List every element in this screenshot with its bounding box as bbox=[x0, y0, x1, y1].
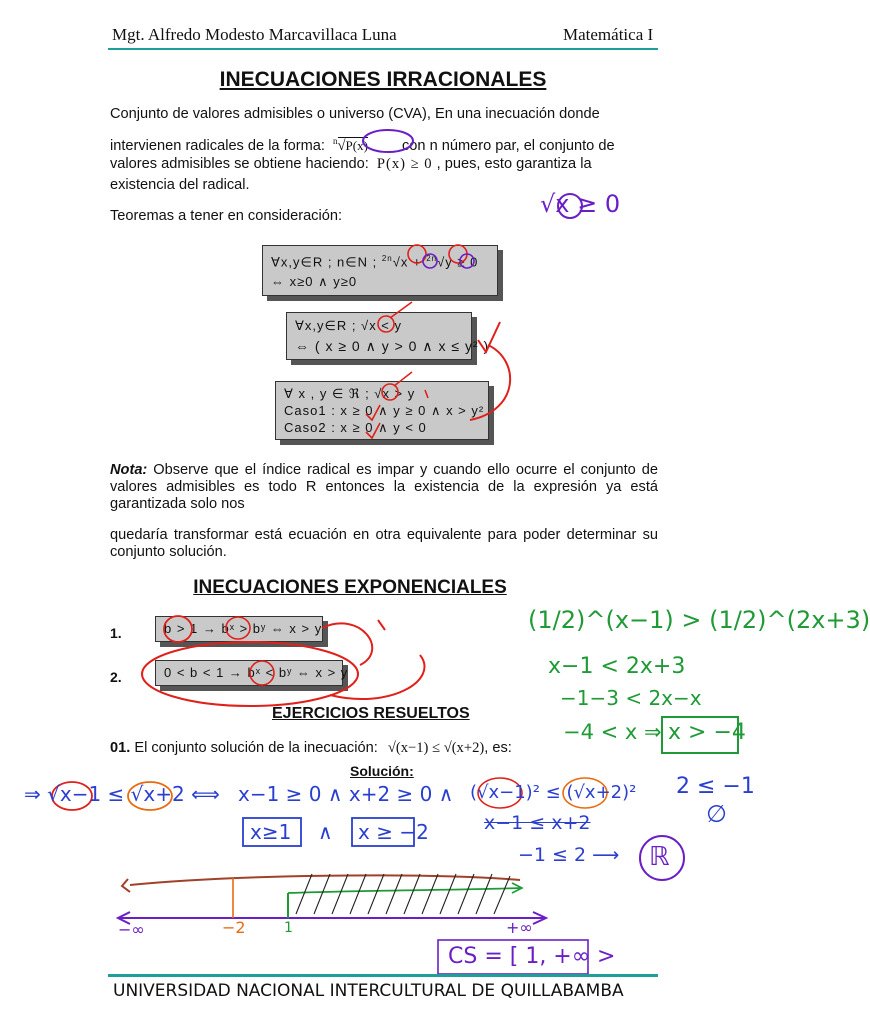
radical-index: n bbox=[333, 136, 338, 146]
hand-solution-squared: (√x−1)² ≤ (√x+2)² bbox=[470, 782, 637, 803]
hand-simplify-2: −1 ≤ 2 ⟶ bbox=[518, 844, 620, 866]
solution-label: Solución: bbox=[350, 763, 414, 779]
hand-final-answer: CS = [ 1, +∞ > bbox=[448, 944, 616, 969]
exercise-formula: √(x−1) ≤ √(x+2) bbox=[387, 740, 485, 756]
intro-text: , pues, esto garantiza la bbox=[436, 156, 592, 172]
hand-empty-set: ∅ bbox=[706, 800, 727, 828]
intro-text: valores admisibles se obtiene haciendo: bbox=[110, 156, 369, 172]
condition-formula: P(x) ≥ 0 bbox=[376, 156, 433, 172]
hand-condition-b: x ≥ −2 bbox=[358, 820, 429, 844]
course-name: Matemática I bbox=[563, 25, 654, 44]
hand-exp-line-3: −1−3 < 2x−x bbox=[560, 686, 702, 710]
axis-neg-inf: −∞ bbox=[118, 920, 145, 939]
item-2-number: 2. bbox=[110, 669, 122, 685]
hand-simplify-1: x−1 ≤ x+2 bbox=[484, 812, 591, 834]
exponential-rule-2: 0 < b < 1 → bˣ < bʸ ⇔ x > y bbox=[155, 660, 343, 686]
intro-text: intervienen radicales de la forma: bbox=[110, 137, 325, 154]
theorem-3-line-1: ∀ x , y ∈ ℜ ; √x > y bbox=[284, 386, 416, 401]
hand-solution-step-1: ⇒ √x−1 ≤ √x+2 ⟺ bbox=[24, 782, 220, 806]
hand-exp-line-1: (1/2)^(x−1) > (1/2)^(2x+3) bbox=[528, 606, 870, 634]
hand-solution-conditions: x−1 ≥ 0 ∧ x+2 ≥ 0 ∧ bbox=[238, 782, 454, 806]
exercise-tail: , es: bbox=[484, 740, 512, 756]
note-paragraph-2: quedaría transformar está ecuación en otra equivalente para poder determinar su conjunto solución. bbox=[110, 527, 658, 560]
hand-contradiction: 2 ≤ −1 bbox=[676, 774, 755, 799]
hand-and: ∧ bbox=[318, 820, 333, 844]
intro-line-4: existencia del radical. bbox=[110, 177, 250, 193]
radical-expression: $^n$√P(x) bbox=[333, 136, 368, 154]
theorem-1-line-1: ∀x,y∈R ; n∈N ; $^{2n}$√x + $^{2n}$√y ≥ 0 bbox=[271, 254, 479, 270]
theorem-2-line-2: ⇔ ( x ≥ 0 ∧ y > 0 ∧ x ≤ y² ) bbox=[295, 338, 490, 354]
item-1-number: 1. bbox=[110, 625, 122, 641]
footer-university: UNIVERSIDAD NACIONAL INTERCULTURAL DE QUILLABAMBA bbox=[113, 981, 624, 1001]
hand-exp-line-2: x−1 < 2x+3 bbox=[548, 654, 686, 679]
radical-body: P(x) bbox=[345, 137, 368, 153]
note-text: Observe que el índice radical es impar y cuando ello ocurre el conjunto de valores admisibles es todo R entonces la existencia de la expresión ya está garantizada solo nos bbox=[110, 462, 658, 512]
axis-minus-2: −2 bbox=[222, 918, 246, 937]
intro-line-1: Conjunto de valores admisibles o universo (CVA), En una inecuación donde bbox=[110, 106, 600, 122]
author-name: Mgt. Alfredo Modesto Marcavillaca Luna bbox=[112, 25, 397, 44]
footer-rule bbox=[108, 974, 658, 977]
hand-condition-a: x≥1 bbox=[250, 820, 292, 844]
hand-exp-line-4: −4 < x ⇒ bbox=[563, 720, 662, 744]
theorems-label: Teoremas a tener en consideración: bbox=[110, 208, 343, 224]
exercise-statement: El conjunto solución de la inecuación: bbox=[134, 740, 378, 756]
intro-text-cont: con n número par, el conjunto de bbox=[402, 137, 615, 154]
exercise-number: 01. bbox=[110, 740, 131, 756]
theorem-3-line-3: Caso2 : x ≥ 0 ∧ y < 0 bbox=[284, 420, 427, 435]
hand-sqrt-note: √x ≥ 0 bbox=[540, 190, 621, 218]
hand-exp-answer: x > −4 bbox=[668, 720, 746, 745]
hand-reals: ℝ bbox=[649, 842, 670, 872]
exercises-title: EJERCICIOS RESUELTOS bbox=[272, 705, 470, 722]
section-title-exponenciales: INECUACIONES EXPONENCIALES bbox=[193, 577, 507, 598]
axis-pos-inf: +∞ bbox=[506, 918, 533, 937]
exponential-rule-1: b > 1 → bˣ > bʸ ⇔ x > y bbox=[155, 616, 323, 642]
section-title-irracionales: INECUACIONES IRRACIONALES bbox=[219, 68, 547, 91]
axis-1: 1 bbox=[284, 920, 293, 936]
theorem-2-line-1: ∀x,y∈R ; √x < y bbox=[295, 318, 403, 333]
theorem-3-line-2: Caso1 : x ≥ 0 ∧ y ≥ 0 ∧ x > y² bbox=[284, 403, 485, 418]
note-label: Nota: bbox=[110, 462, 148, 478]
theorem-1-line-2: ⇔ x≥0 ∧ y≥0 bbox=[271, 274, 358, 290]
